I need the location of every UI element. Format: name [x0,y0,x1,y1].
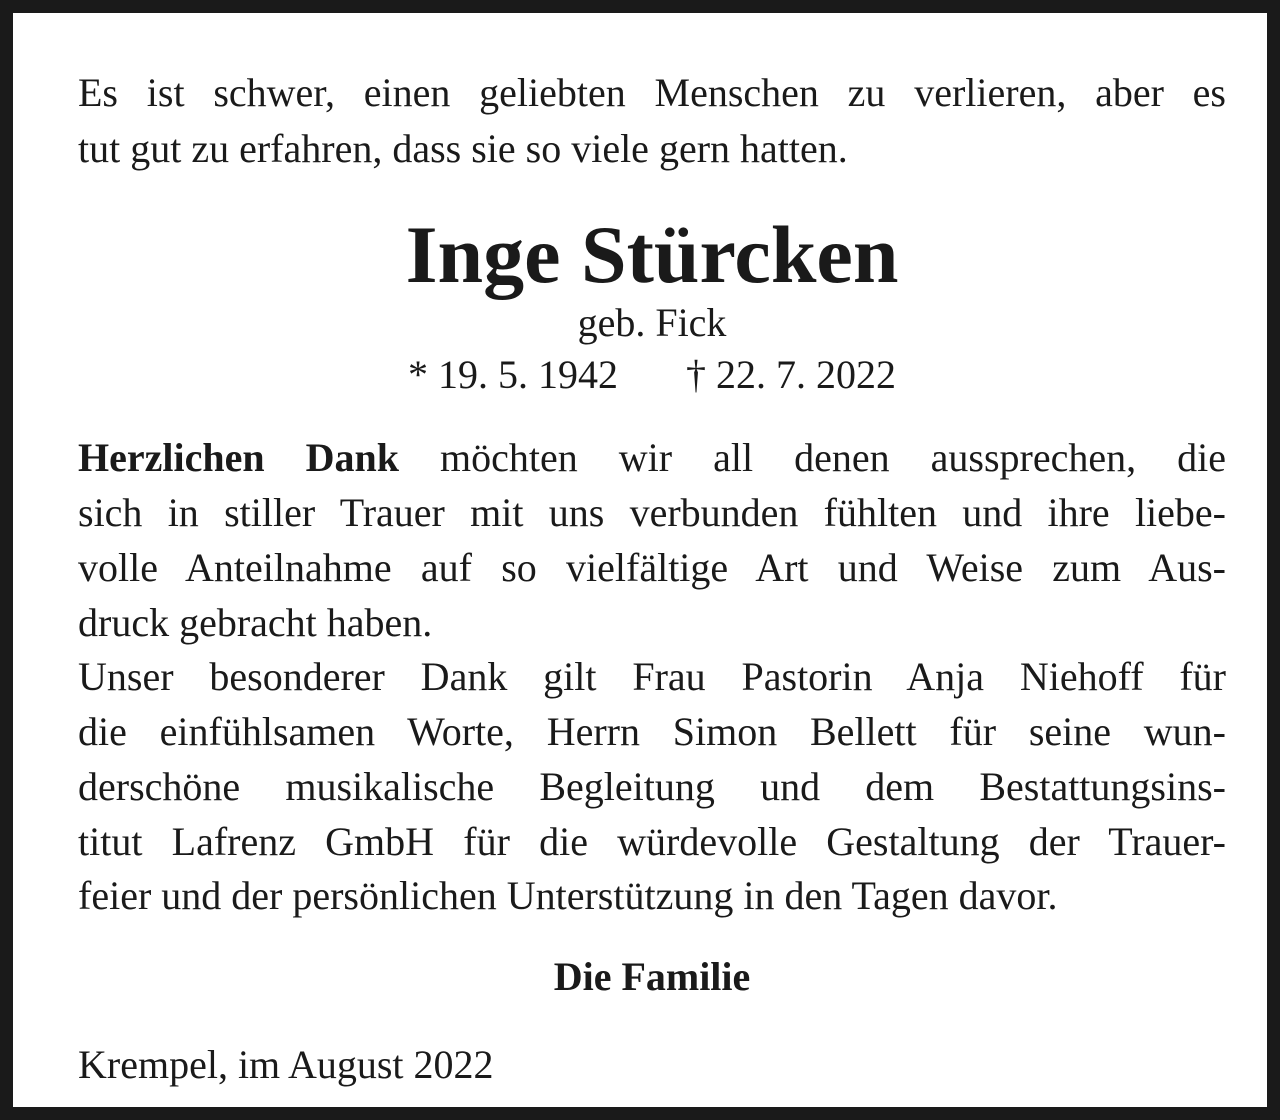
birth-date: * 19. 5. 1942 [408,352,618,397]
life-dates [78,351,1226,399]
thanks-line-8: titut Lafrenz GmbH für die würdevolle Gestaltung der Trauer- [78,819,1226,864]
thanks-heading: Herzlichen Dank [78,435,399,480]
thanks-line-2: sich in stiller Trauer mit uns verbunden fühlten und ihre liebe- [78,490,1226,535]
intro-line-1: Es ist schwer, einen geliebten Menschen zu verlieren, aber es [78,70,1226,115]
thanks-line-1 [78,434,1226,482]
thanks-line-5: Unser besonderer Dank gilt Frau Pastorin Anja Niehoff für [78,654,1226,699]
thanks-line-3: volle Anteilnahme auf so vielfältige Art und Weise zum Aus- [78,545,1226,590]
birth-name: geb. Fick [577,300,727,345]
thanks-line-1-rest: möchten wir all denen aussprechen, die [440,435,1226,480]
deceased-name: Inge Stürcken [405,209,899,300]
thanks-line-4: druck gebracht haben. [78,600,433,645]
signature: Die Familie [553,954,751,999]
thanks-line-7: derschöne musikalische Begleitung und dem Bestattungsins- [78,764,1226,809]
place-date: Krempel, im August 2022 [78,1042,494,1087]
death-date: † 22. 7. 2022 [686,352,896,397]
thanks-line-6: die einfühlsamen Worte, Herrn Simon Bellett für seine wun- [78,709,1226,754]
thanks-line-9: feier und der persönlichen Unterstützung in den Tagen davor. [78,873,1058,918]
intro-line-2: tut gut zu erfahren, dass sie so viele gern hatten. [78,126,848,171]
